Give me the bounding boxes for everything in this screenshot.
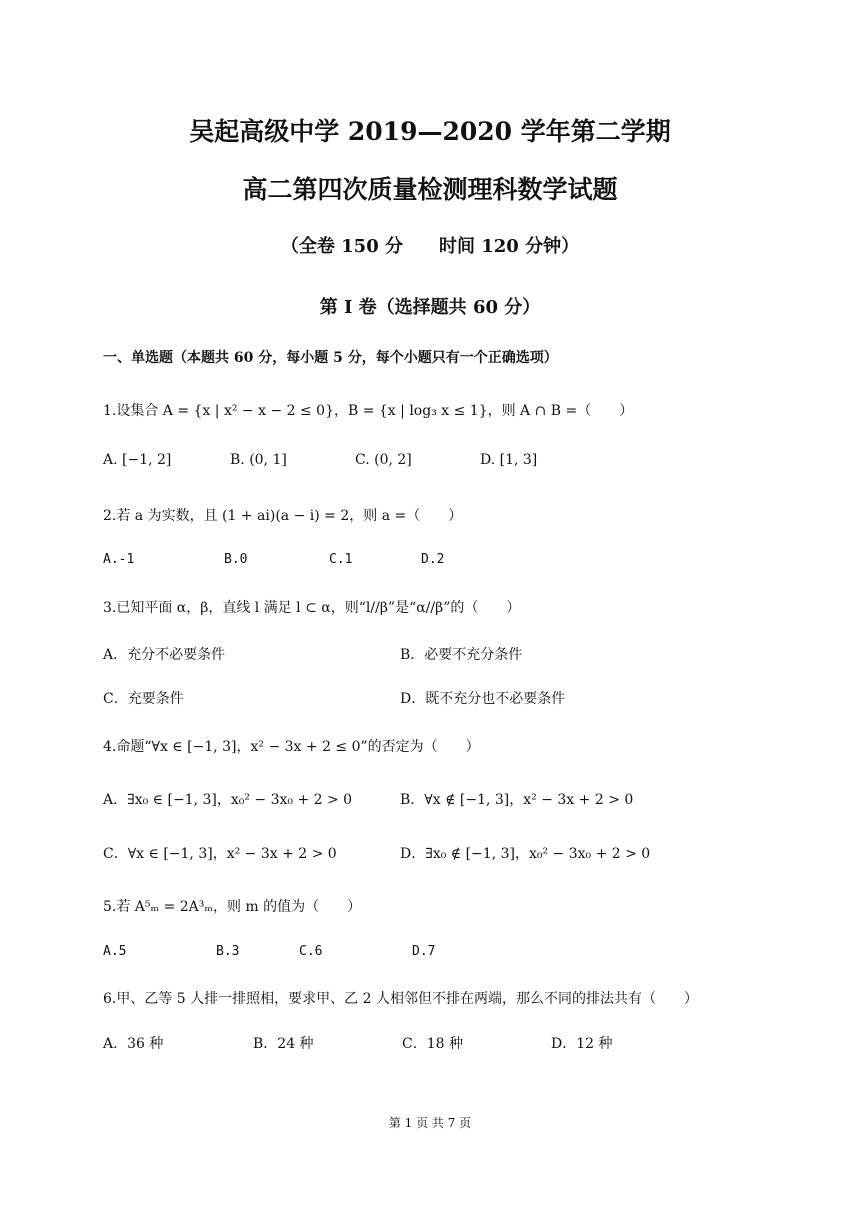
exam-title-line1: 吴起高级中学 2019—2020 学年第二学期: [189, 117, 671, 146]
question-3-stem: 3.已知平面 α，β，直线 l 满足 l ⊂ α，则“l//β”是“α//β”的（ ）: [103, 600, 521, 616]
q6-option-d: D．12 种: [551, 1036, 613, 1052]
q4-option-c: C．∀x ∈ [−1, 3]，x² − 3x + 2 > 0: [103, 846, 337, 862]
q6-option-b: B．24 种: [253, 1036, 314, 1052]
exam-meta: （全卷 150 分 时间 120 分钟）: [280, 236, 580, 257]
page-footer: 第 1 页 共 7 页: [388, 1116, 472, 1130]
question-4-stem: 4.命题“∀x ∈ [−1, 3]，x² − 3x + 2 ≤ 0”的否定为（ ）: [103, 739, 480, 755]
question-6-stem: 6.甲、乙等 5 人排一排照相，要求甲、乙 2 人相邻但不排在两端，那么不同的排法共有（ ）: [103, 991, 698, 1007]
q2-option-c: C.1: [329, 552, 353, 567]
question-2-stem: 2.若 a 为实数，且 (1 + ai)(a − i) = 2，则 a =（ ）: [103, 508, 463, 524]
question-1-stem: 1.设集合 A = {x | x² − x − 2 ≤ 0}，B = {x | log₃ x ≤ 1}，则 A ∩ B =（ ）: [103, 403, 634, 419]
section-heading: 一、单选题（本题共 60 分，每小题 5 分，每个小题只有一个正确选项）: [103, 350, 558, 366]
q3-option-d: D．既不充分也不必要条件: [400, 691, 566, 707]
q1-option-a: A. [−1, 2]: [103, 452, 172, 468]
q5-option-c: C.6: [299, 944, 323, 959]
q2-option-d: D.2: [421, 552, 445, 567]
question-5-stem: 5.若 A⁵ₘ = 2A³ₘ，则 m 的值为（ ）: [103, 899, 362, 915]
q2-option-b: B.0: [224, 552, 248, 567]
q4-option-a: A．∃x₀ ∈ [−1, 3]，x₀² − 3x₀ + 2 > 0: [103, 792, 353, 808]
q4-option-d: D．∃x₀ ∉ [−1, 3]，x₀² − 3x₀ + 2 > 0: [400, 846, 651, 862]
q1-option-d: D. [1, 3]: [480, 452, 538, 468]
q4-option-b: B．∀x ∉ [−1, 3]，x² − 3x + 2 > 0: [400, 792, 634, 808]
q3-option-a: A．充分不必要条件: [103, 647, 226, 663]
q3-option-c: C．充要条件: [103, 691, 184, 707]
q5-option-a: A.5: [103, 944, 127, 959]
q1-option-b: B. (0, 1]: [230, 452, 287, 468]
q6-option-c: C．18 种: [402, 1036, 463, 1052]
q5-option-d: D.7: [412, 944, 436, 959]
q1-option-c: C. (0, 2]: [355, 452, 412, 468]
q3-option-b: B．必要不充分条件: [400, 647, 523, 663]
part-heading: 第 I 卷（选择题共 60 分）: [319, 297, 541, 318]
q5-option-b: B.3: [216, 944, 240, 959]
q2-option-a: A.-1: [103, 552, 135, 567]
q6-option-a: A．36 种: [103, 1036, 164, 1052]
exam-title-line2: 高二第四次质量检测理科数学试题: [242, 175, 618, 204]
